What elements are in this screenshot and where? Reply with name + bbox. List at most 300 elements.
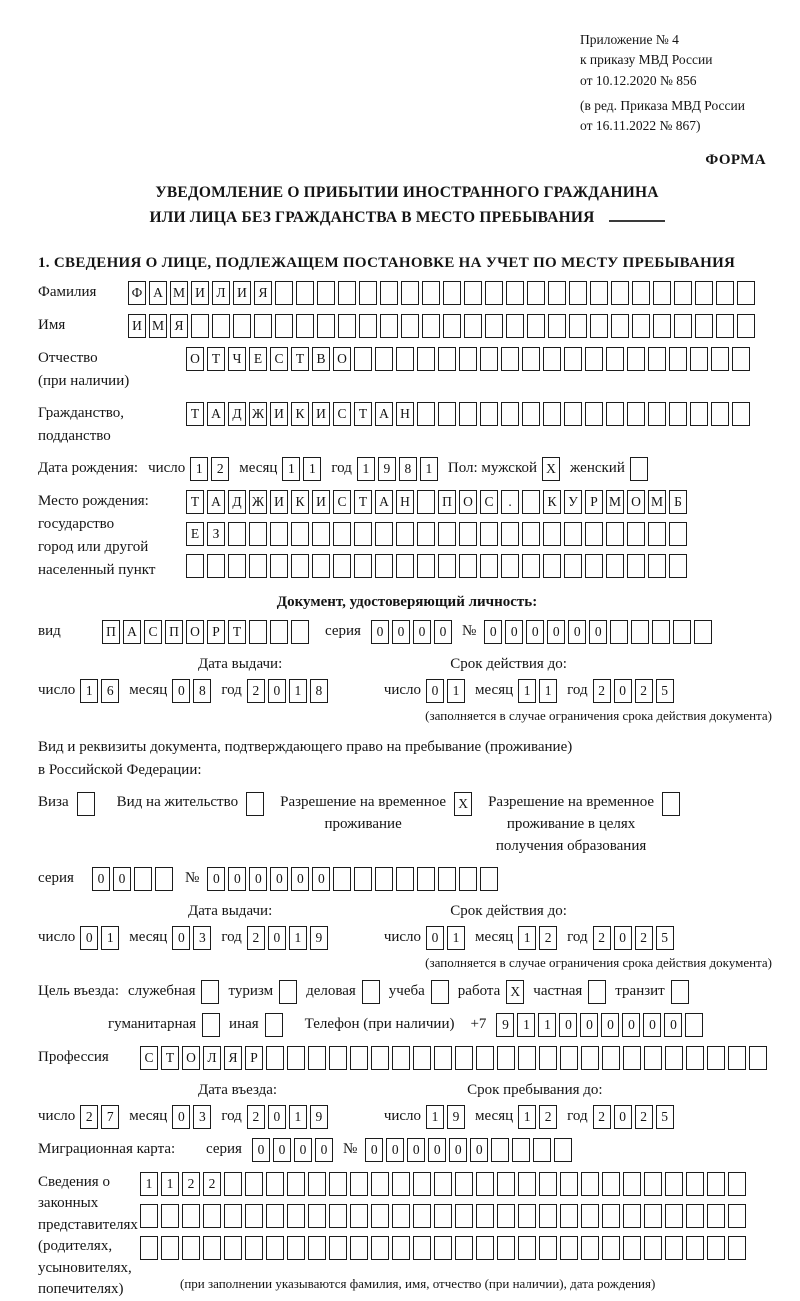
- char-cell[interactable]: [695, 281, 713, 305]
- char-cell[interactable]: [728, 1204, 746, 1228]
- entry-month-field[interactable]: [172, 1105, 211, 1129]
- char-cell[interactable]: [291, 554, 309, 578]
- char-cell[interactable]: 0: [80, 926, 98, 950]
- char-cell[interactable]: 7: [101, 1105, 119, 1129]
- char-cell[interactable]: [417, 402, 435, 426]
- char-cell[interactable]: [543, 554, 561, 578]
- char-cell[interactable]: [606, 522, 624, 546]
- char-cell[interactable]: Т: [354, 402, 372, 426]
- char-cell[interactable]: С: [480, 490, 498, 514]
- char-cell[interactable]: 8: [193, 679, 211, 703]
- birthplace-row2-field[interactable]: [186, 522, 687, 546]
- char-cell[interactable]: [438, 554, 456, 578]
- char-cell[interactable]: 2: [635, 679, 653, 703]
- char-cell[interactable]: 1: [447, 679, 465, 703]
- char-cell[interactable]: [354, 867, 372, 891]
- char-cell[interactable]: 1: [289, 926, 307, 950]
- char-cell[interactable]: [686, 1046, 704, 1070]
- char-cell[interactable]: 0: [426, 926, 444, 950]
- char-cell[interactable]: [653, 314, 671, 338]
- char-cell[interactable]: [686, 1236, 704, 1260]
- char-cell[interactable]: 1: [518, 1105, 536, 1129]
- char-cell[interactable]: X: [506, 980, 524, 1004]
- char-cell[interactable]: 0: [268, 926, 286, 950]
- char-cell[interactable]: 0: [559, 1013, 577, 1037]
- char-cell[interactable]: [539, 1046, 557, 1070]
- char-cell[interactable]: [191, 314, 209, 338]
- permit-issue-day-field[interactable]: [80, 926, 119, 950]
- char-cell[interactable]: [317, 314, 335, 338]
- char-cell[interactable]: [224, 1236, 242, 1260]
- char-cell[interactable]: [362, 980, 380, 1004]
- char-cell[interactable]: X: [542, 457, 560, 481]
- char-cell[interactable]: 2: [247, 926, 265, 950]
- purpose-tourism-checkbox[interactable]: [279, 980, 297, 1004]
- char-cell[interactable]: [296, 281, 314, 305]
- char-cell[interactable]: [602, 1236, 620, 1260]
- char-cell[interactable]: [543, 347, 561, 371]
- char-cell[interactable]: [644, 1046, 662, 1070]
- char-cell[interactable]: [212, 314, 230, 338]
- char-cell[interactable]: С: [140, 1046, 158, 1070]
- char-cell[interactable]: [728, 1236, 746, 1260]
- char-cell[interactable]: Р: [207, 620, 225, 644]
- representatives-row1-field[interactable]: [140, 1172, 746, 1196]
- char-cell[interactable]: [266, 1204, 284, 1228]
- char-cell[interactable]: 0: [172, 679, 190, 703]
- char-cell[interactable]: [207, 554, 225, 578]
- char-cell[interactable]: 1: [289, 679, 307, 703]
- char-cell[interactable]: [287, 1172, 305, 1196]
- char-cell[interactable]: 9: [378, 457, 396, 481]
- char-cell[interactable]: [606, 347, 624, 371]
- char-cell[interactable]: [497, 1172, 515, 1196]
- char-cell[interactable]: И: [312, 490, 330, 514]
- char-cell[interactable]: 0: [568, 620, 586, 644]
- char-cell[interactable]: [518, 1172, 536, 1196]
- char-cell[interactable]: [590, 314, 608, 338]
- char-cell[interactable]: Б: [669, 490, 687, 514]
- char-cell[interactable]: Т: [354, 490, 372, 514]
- purpose-other-checkbox[interactable]: [265, 1013, 283, 1037]
- char-cell[interactable]: 2: [635, 1105, 653, 1129]
- char-cell[interactable]: [690, 347, 708, 371]
- permit-valid-year-field[interactable]: [593, 926, 674, 950]
- char-cell[interactable]: 0: [252, 1138, 270, 1162]
- char-cell[interactable]: [249, 522, 267, 546]
- char-cell[interactable]: [480, 522, 498, 546]
- char-cell[interactable]: [485, 314, 503, 338]
- char-cell[interactable]: [606, 402, 624, 426]
- char-cell[interactable]: [134, 867, 152, 891]
- char-cell[interactable]: [413, 1204, 431, 1228]
- char-cell[interactable]: [585, 554, 603, 578]
- char-cell[interactable]: И: [312, 402, 330, 426]
- char-cell[interactable]: [501, 347, 519, 371]
- char-cell[interactable]: [588, 980, 606, 1004]
- char-cell[interactable]: М: [648, 490, 666, 514]
- char-cell[interactable]: [665, 1172, 683, 1196]
- migration-number-field[interactable]: [365, 1138, 572, 1162]
- representatives-row2-field[interactable]: [140, 1204, 746, 1228]
- char-cell[interactable]: [585, 347, 603, 371]
- char-cell[interactable]: 0: [113, 867, 131, 891]
- char-cell[interactable]: Л: [203, 1046, 221, 1070]
- char-cell[interactable]: Ч: [228, 347, 246, 371]
- char-cell[interactable]: [480, 402, 498, 426]
- passport-valid-month-field[interactable]: [518, 679, 557, 703]
- char-cell[interactable]: [392, 1236, 410, 1260]
- char-cell[interactable]: [648, 347, 666, 371]
- char-cell[interactable]: Д: [228, 490, 246, 514]
- char-cell[interactable]: 1: [426, 1105, 444, 1129]
- char-cell[interactable]: 2: [80, 1105, 98, 1129]
- char-cell[interactable]: [737, 314, 755, 338]
- char-cell[interactable]: [350, 1236, 368, 1260]
- char-cell[interactable]: 0: [589, 620, 607, 644]
- char-cell[interactable]: Ж: [249, 490, 267, 514]
- char-cell[interactable]: 8: [399, 457, 417, 481]
- char-cell[interactable]: 0: [470, 1138, 488, 1162]
- char-cell[interactable]: [648, 522, 666, 546]
- char-cell[interactable]: [665, 1204, 683, 1228]
- char-cell[interactable]: 2: [539, 926, 557, 950]
- char-cell[interactable]: З: [207, 522, 225, 546]
- purpose-humanitarian-checkbox[interactable]: [202, 1013, 220, 1037]
- char-cell[interactable]: [291, 620, 309, 644]
- char-cell[interactable]: [270, 620, 288, 644]
- char-cell[interactable]: [749, 1046, 767, 1070]
- permit-visa-checkbox[interactable]: [77, 792, 95, 816]
- char-cell[interactable]: [539, 1204, 557, 1228]
- phone-field[interactable]: [496, 1013, 703, 1037]
- char-cell[interactable]: [665, 1236, 683, 1260]
- char-cell[interactable]: [354, 554, 372, 578]
- char-cell[interactable]: [476, 1236, 494, 1260]
- char-cell[interactable]: 1: [101, 926, 119, 950]
- char-cell[interactable]: [533, 1138, 551, 1162]
- char-cell[interactable]: [249, 554, 267, 578]
- purpose-work-checkbox[interactable]: [506, 980, 524, 1004]
- char-cell[interactable]: О: [186, 347, 204, 371]
- char-cell[interactable]: [287, 1204, 305, 1228]
- char-cell[interactable]: [329, 1172, 347, 1196]
- char-cell[interactable]: [270, 522, 288, 546]
- char-cell[interactable]: Е: [186, 522, 204, 546]
- char-cell[interactable]: [464, 281, 482, 305]
- char-cell[interactable]: О: [459, 490, 477, 514]
- char-cell[interactable]: 8: [310, 679, 328, 703]
- char-cell[interactable]: О: [333, 347, 351, 371]
- char-cell[interactable]: [275, 314, 293, 338]
- char-cell[interactable]: [539, 1236, 557, 1260]
- permit-valid-day-field[interactable]: [426, 926, 465, 950]
- char-cell[interactable]: [202, 1013, 220, 1037]
- char-cell[interactable]: [329, 1046, 347, 1070]
- char-cell[interactable]: [392, 1172, 410, 1196]
- char-cell[interactable]: [266, 1172, 284, 1196]
- char-cell[interactable]: [371, 1204, 389, 1228]
- char-cell[interactable]: [182, 1236, 200, 1260]
- char-cell[interactable]: [265, 1013, 283, 1037]
- char-cell[interactable]: 0: [207, 867, 225, 891]
- char-cell[interactable]: [455, 1172, 473, 1196]
- profession-field[interactable]: [140, 1046, 767, 1070]
- char-cell[interactable]: [673, 620, 691, 644]
- char-cell[interactable]: [627, 347, 645, 371]
- char-cell[interactable]: 1: [518, 926, 536, 950]
- char-cell[interactable]: [480, 867, 498, 891]
- char-cell[interactable]: [737, 281, 755, 305]
- char-cell[interactable]: С: [333, 490, 351, 514]
- char-cell[interactable]: 0: [268, 1105, 286, 1129]
- char-cell[interactable]: [224, 1172, 242, 1196]
- char-cell[interactable]: 0: [92, 867, 110, 891]
- char-cell[interactable]: [380, 314, 398, 338]
- char-cell[interactable]: [560, 1204, 578, 1228]
- char-cell[interactable]: [371, 1172, 389, 1196]
- char-cell[interactable]: Т: [161, 1046, 179, 1070]
- char-cell[interactable]: 9: [310, 926, 328, 950]
- permit-number-field[interactable]: [207, 867, 498, 891]
- char-cell[interactable]: [396, 554, 414, 578]
- char-cell[interactable]: П: [438, 490, 456, 514]
- char-cell[interactable]: [201, 980, 219, 1004]
- char-cell[interactable]: [669, 347, 687, 371]
- char-cell[interactable]: [371, 1046, 389, 1070]
- char-cell[interactable]: [627, 522, 645, 546]
- doc-type-field[interactable]: [102, 620, 309, 644]
- char-cell[interactable]: 1: [289, 1105, 307, 1129]
- char-cell[interactable]: [732, 347, 750, 371]
- char-cell[interactable]: [401, 281, 419, 305]
- char-cell[interactable]: [652, 620, 670, 644]
- char-cell[interactable]: [716, 314, 734, 338]
- given-name-field[interactable]: [128, 314, 755, 338]
- char-cell[interactable]: [434, 1204, 452, 1228]
- char-cell[interactable]: [443, 314, 461, 338]
- passport-valid-year-field[interactable]: [593, 679, 674, 703]
- char-cell[interactable]: [674, 281, 692, 305]
- char-cell[interactable]: [77, 792, 95, 816]
- char-cell[interactable]: [527, 314, 545, 338]
- char-cell[interactable]: [522, 347, 540, 371]
- char-cell[interactable]: [653, 281, 671, 305]
- char-cell[interactable]: [669, 402, 687, 426]
- char-cell[interactable]: 9: [310, 1105, 328, 1129]
- char-cell[interactable]: А: [375, 402, 393, 426]
- char-cell[interactable]: [501, 554, 519, 578]
- char-cell[interactable]: 2: [247, 679, 265, 703]
- char-cell[interactable]: [338, 281, 356, 305]
- char-cell[interactable]: [434, 1236, 452, 1260]
- char-cell[interactable]: 0: [371, 620, 389, 644]
- char-cell[interactable]: 0: [614, 1105, 632, 1129]
- char-cell[interactable]: [296, 314, 314, 338]
- char-cell[interactable]: [539, 1172, 557, 1196]
- char-cell[interactable]: [413, 1172, 431, 1196]
- char-cell[interactable]: [401, 314, 419, 338]
- char-cell[interactable]: 0: [228, 867, 246, 891]
- char-cell[interactable]: 0: [291, 867, 309, 891]
- char-cell[interactable]: [245, 1236, 263, 1260]
- char-cell[interactable]: [581, 1204, 599, 1228]
- passport-valid-day-field[interactable]: [426, 679, 465, 703]
- stay-year-field[interactable]: [593, 1105, 674, 1129]
- char-cell[interactable]: 1: [538, 1013, 556, 1037]
- char-cell[interactable]: П: [165, 620, 183, 644]
- char-cell[interactable]: [497, 1204, 515, 1228]
- purpose-business-checkbox[interactable]: [362, 980, 380, 1004]
- char-cell[interactable]: [522, 490, 540, 514]
- char-cell[interactable]: 9: [496, 1013, 514, 1037]
- char-cell[interactable]: [422, 281, 440, 305]
- char-cell[interactable]: А: [207, 490, 225, 514]
- char-cell[interactable]: [464, 314, 482, 338]
- char-cell[interactable]: 0: [580, 1013, 598, 1037]
- char-cell[interactable]: Я: [224, 1046, 242, 1070]
- char-cell[interactable]: 0: [622, 1013, 640, 1037]
- char-cell[interactable]: [354, 522, 372, 546]
- char-cell[interactable]: [602, 1046, 620, 1070]
- char-cell[interactable]: 1: [517, 1013, 535, 1037]
- char-cell[interactable]: [669, 554, 687, 578]
- char-cell[interactable]: [631, 620, 649, 644]
- char-cell[interactable]: [375, 554, 393, 578]
- sex-female-checkbox[interactable]: [630, 457, 648, 481]
- char-cell[interactable]: 5: [656, 679, 674, 703]
- char-cell[interactable]: Ж: [249, 402, 267, 426]
- char-cell[interactable]: [455, 1204, 473, 1228]
- char-cell[interactable]: [644, 1172, 662, 1196]
- char-cell[interactable]: .: [501, 490, 519, 514]
- char-cell[interactable]: [707, 1046, 725, 1070]
- char-cell[interactable]: 0: [664, 1013, 682, 1037]
- sex-male-checkbox[interactable]: [542, 457, 560, 481]
- char-cell[interactable]: [459, 867, 477, 891]
- char-cell[interactable]: Т: [207, 347, 225, 371]
- char-cell[interactable]: [627, 554, 645, 578]
- purpose-transit-checkbox[interactable]: [671, 980, 689, 1004]
- char-cell[interactable]: 0: [449, 1138, 467, 1162]
- char-cell[interactable]: [501, 522, 519, 546]
- char-cell[interactable]: [354, 347, 372, 371]
- entry-day-field[interactable]: [80, 1105, 119, 1129]
- char-cell[interactable]: [396, 867, 414, 891]
- char-cell[interactable]: [518, 1204, 536, 1228]
- char-cell[interactable]: [485, 281, 503, 305]
- char-cell[interactable]: [224, 1204, 242, 1228]
- char-cell[interactable]: 2: [203, 1172, 221, 1196]
- char-cell[interactable]: [350, 1172, 368, 1196]
- char-cell[interactable]: [716, 281, 734, 305]
- char-cell[interactable]: [186, 554, 204, 578]
- char-cell[interactable]: [585, 402, 603, 426]
- char-cell[interactable]: [291, 522, 309, 546]
- char-cell[interactable]: [359, 314, 377, 338]
- char-cell[interactable]: 1: [190, 457, 208, 481]
- char-cell[interactable]: 0: [268, 679, 286, 703]
- char-cell[interactable]: [459, 554, 477, 578]
- char-cell[interactable]: [674, 314, 692, 338]
- char-cell[interactable]: [644, 1204, 662, 1228]
- char-cell[interactable]: [632, 281, 650, 305]
- char-cell[interactable]: [161, 1236, 179, 1260]
- char-cell[interactable]: 0: [614, 679, 632, 703]
- char-cell[interactable]: О: [182, 1046, 200, 1070]
- char-cell[interactable]: [246, 792, 264, 816]
- char-cell[interactable]: 0: [643, 1013, 661, 1037]
- passport-issue-day-field[interactable]: [80, 679, 119, 703]
- char-cell[interactable]: [434, 1046, 452, 1070]
- char-cell[interactable]: [279, 980, 297, 1004]
- permit-temp-residence-edu-checkbox[interactable]: [662, 792, 680, 816]
- char-cell[interactable]: 2: [247, 1105, 265, 1129]
- char-cell[interactable]: [501, 402, 519, 426]
- char-cell[interactable]: [711, 347, 729, 371]
- char-cell[interactable]: 2: [593, 679, 611, 703]
- char-cell[interactable]: Ф: [128, 281, 146, 305]
- char-cell[interactable]: М: [606, 490, 624, 514]
- char-cell[interactable]: [564, 347, 582, 371]
- char-cell[interactable]: [228, 554, 246, 578]
- entry-year-field[interactable]: [247, 1105, 328, 1129]
- char-cell[interactable]: [581, 1236, 599, 1260]
- char-cell[interactable]: И: [270, 490, 288, 514]
- char-cell[interactable]: О: [627, 490, 645, 514]
- char-cell[interactable]: [648, 554, 666, 578]
- char-cell[interactable]: X: [454, 792, 472, 816]
- char-cell[interactable]: [522, 522, 540, 546]
- char-cell[interactable]: [245, 1204, 263, 1228]
- char-cell[interactable]: [417, 490, 435, 514]
- char-cell[interactable]: 6: [101, 679, 119, 703]
- char-cell[interactable]: 1: [140, 1172, 158, 1196]
- permit-temp-residence-checkbox[interactable]: [454, 792, 472, 816]
- char-cell[interactable]: [728, 1046, 746, 1070]
- char-cell[interactable]: [560, 1236, 578, 1260]
- char-cell[interactable]: [333, 554, 351, 578]
- char-cell[interactable]: О: [186, 620, 204, 644]
- char-cell[interactable]: [564, 522, 582, 546]
- char-cell[interactable]: 5: [656, 926, 674, 950]
- char-cell[interactable]: [707, 1172, 725, 1196]
- char-cell[interactable]: Я: [170, 314, 188, 338]
- char-cell[interactable]: [527, 281, 545, 305]
- char-cell[interactable]: [610, 620, 628, 644]
- char-cell[interactable]: И: [270, 402, 288, 426]
- char-cell[interactable]: [491, 1138, 509, 1162]
- char-cell[interactable]: [338, 314, 356, 338]
- char-cell[interactable]: 0: [365, 1138, 383, 1162]
- char-cell[interactable]: [585, 522, 603, 546]
- char-cell[interactable]: [728, 1172, 746, 1196]
- char-cell[interactable]: М: [149, 314, 167, 338]
- birthplace-row1-field[interactable]: [186, 490, 687, 514]
- char-cell[interactable]: 3: [193, 926, 211, 950]
- char-cell[interactable]: А: [207, 402, 225, 426]
- char-cell[interactable]: [375, 347, 393, 371]
- char-cell[interactable]: [686, 1172, 704, 1196]
- char-cell[interactable]: [308, 1046, 326, 1070]
- char-cell[interactable]: [392, 1046, 410, 1070]
- char-cell[interactable]: [707, 1236, 725, 1260]
- char-cell[interactable]: [707, 1204, 725, 1228]
- char-cell[interactable]: [438, 522, 456, 546]
- char-cell[interactable]: [665, 1046, 683, 1070]
- char-cell[interactable]: [434, 1172, 452, 1196]
- char-cell[interactable]: [417, 867, 435, 891]
